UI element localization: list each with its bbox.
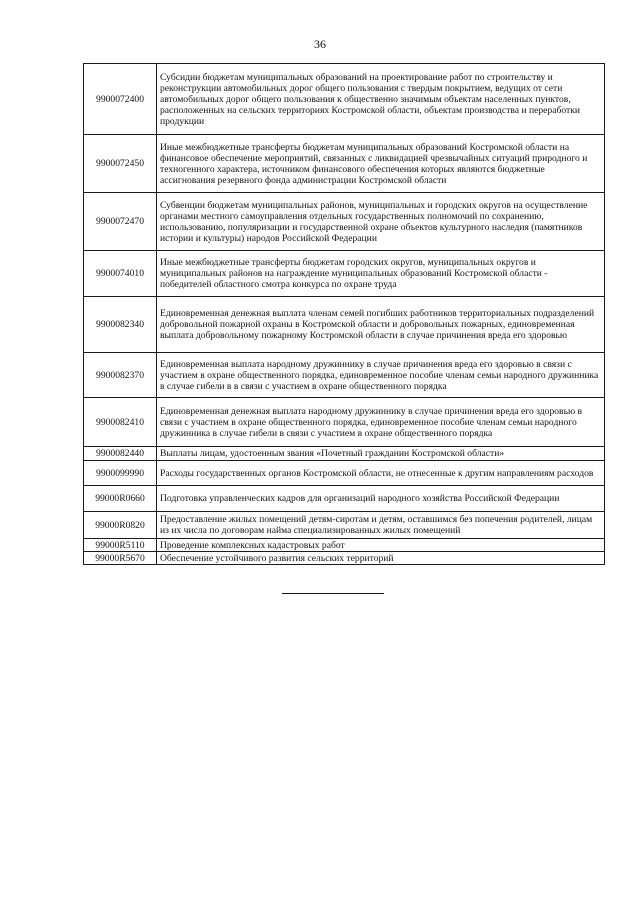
description-cell: Проведение комплексных кадастровых работ (157, 539, 605, 552)
description-cell: Субсидии бюджетам муниципальных образований на проектирование работ по строительству и реконструкции автомобильных дорог общего пользования с твердым покрытием, ведущих от сети автомобильных дорог общего пользования к общественно значимым объектам населенных пунктов, расположенных на сельских территориях Костромской области, объектам производства и переработки продукции (157, 64, 605, 135)
table-row (84, 297, 605, 353)
code-cell: 9900099990 (84, 461, 157, 486)
table-row (84, 353, 605, 398)
table-row (84, 193, 605, 251)
table-row (84, 461, 605, 486)
description-cell: Обеспечение устойчивого развития сельских территорий (157, 552, 605, 565)
description-cell: Расходы государственных органов Костромской области, не отнесенные к другим направлениям расходов (157, 461, 605, 486)
code-cell: 99000R0660 (84, 486, 157, 512)
table-row (84, 64, 605, 135)
code-cell: 9900072400 (84, 64, 157, 135)
page-number: 36 (314, 37, 326, 51)
description-cell: Единовременная выплата народному дружиннику в случае причинения вреда его здоровью в связи с участием в охране общественного порядка, единовременное пособие членам семьи народного дружинника в случае гибели в в связи с участием в охране общественного порядка (157, 353, 605, 398)
code-cell: 99000R5670 (84, 552, 157, 565)
code-cell: 99000R0820 (84, 512, 157, 539)
table-row (84, 539, 605, 552)
code-cell: 9900082370 (84, 353, 157, 398)
code-cell: 9900082440 (84, 447, 157, 461)
code-cell: 9900074010 (84, 251, 157, 297)
table-row (84, 251, 605, 297)
footer-divider (282, 593, 384, 594)
table-row (84, 135, 605, 193)
code-cell: 9900072470 (84, 193, 157, 251)
description-cell: Единовременная денежная выплата членам семей погибших работников территориальных подразделений добровольной пожарной охраны в Костромской области и добровольных пожарных, единовременная выплата добровольному пожарному Костромской области в случае причинения вреда его здоровью (157, 297, 605, 353)
description-cell: Иные межбюджетные трансферты бюджетам муниципальных образований Костромской области на финансовое обеспечение мероприятий, связанных с ликвидацией чрезвычайных ситуаций природного и техногенного характера, источником финансового обеспечения которых являются бюджетные ассигнования резервного фонда администрации Костромской области (157, 135, 605, 193)
table-row (84, 512, 605, 539)
code-cell: 9900072450 (84, 135, 157, 193)
description-cell: Иные межбюджетные трансферты бюджетам городских округов, муниципальных округов и муниципальных районов на награждение муниципальных образований Костромской области - победителей областного смотра конкурса по охране труда (157, 251, 605, 297)
code-cell: 99000R5110 (84, 539, 157, 552)
table-row (84, 447, 605, 461)
code-cell: 9900082410 (84, 398, 157, 447)
expense-codes-table (83, 63, 605, 565)
description-cell: Единовременная денежная выплата народному дружиннику в случае причинения вреда его здоровью в связи с участием в охране общественного порядка, единовременное пособие членам семьи народного дружинника в случае гибели в связи с участием в охране общественного порядка (157, 398, 605, 447)
code-cell: 9900082340 (84, 297, 157, 353)
table-row (84, 486, 605, 512)
description-cell: Субвенции бюджетам муниципальных районов, муниципальных и городских округов на осуществление органами местного самоуправления отдельных государственных полномочий по сохранению, использованию, популяризации и государственной охране объектов культурного наследия (памятников истории и культуры) народов Российской Федерации (157, 193, 605, 251)
table-row (84, 398, 605, 447)
description-cell: Подготовка управленческих кадров для организаций народного хозяйства Российской Федерации (157, 486, 605, 512)
description-cell: Выплаты лицам, удостоенным звания «Почетный гражданин Костромской области» (157, 447, 605, 461)
table-row (84, 552, 605, 565)
description-cell: Предоставление жилых помещений детям-сиротам и детям, оставшимся без попечения родителей, лицам из их числа по договорам найма специализированных жилых помещений (157, 512, 605, 539)
